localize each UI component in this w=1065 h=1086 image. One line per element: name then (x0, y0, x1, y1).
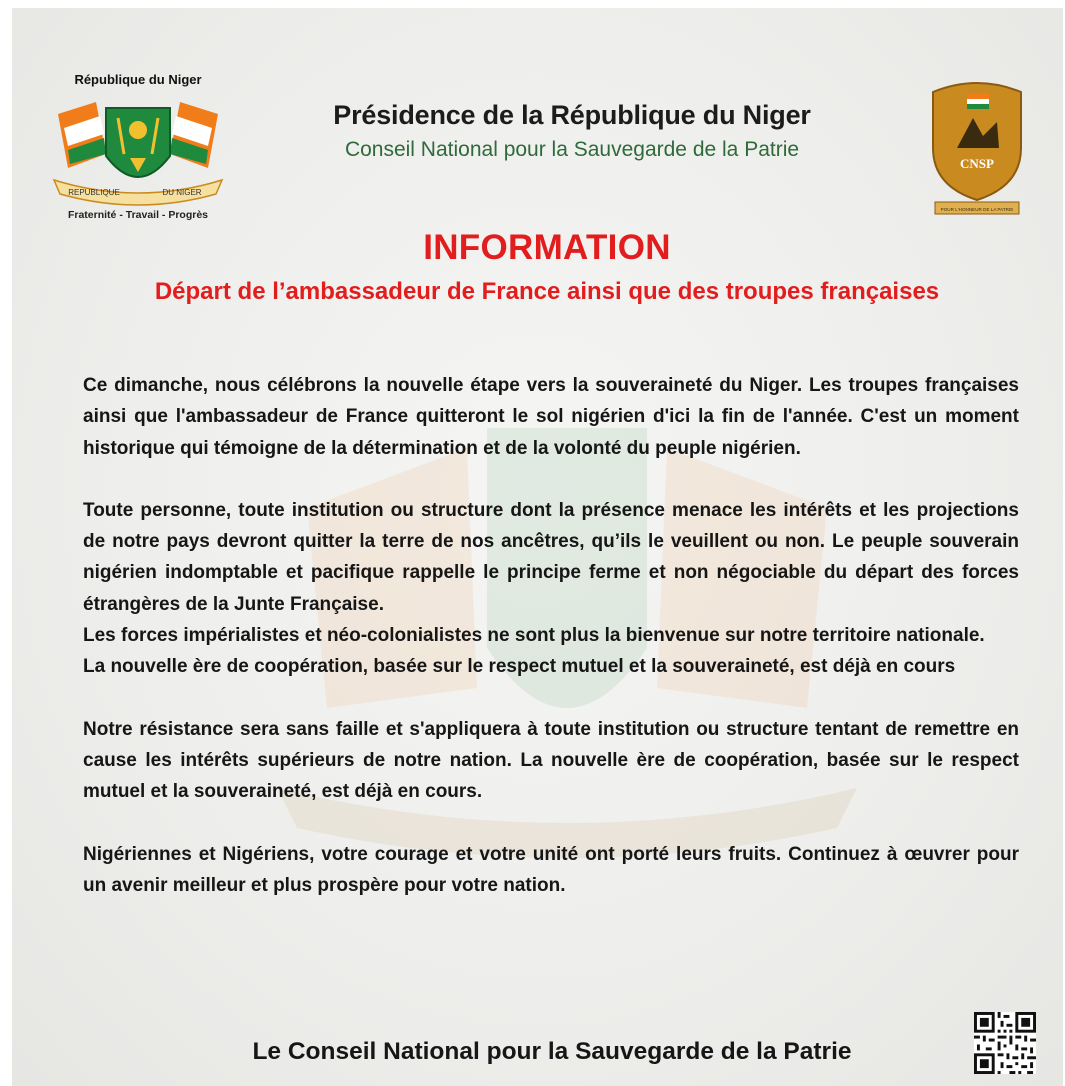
paragraph-gap (83, 464, 1019, 495)
cnsp-logo-icon (927, 78, 1027, 218)
paragraph-3: Notre résistance sera sans faille et s'appliquera à toute institution ou structure tentant de remettre en cause les intérêts supérieurs de notre nation. La nouvelle ère de coopération, basée sur le respect mutuel et la souveraineté, est déjà en cours. (83, 718, 1019, 803)
paragraph-2b: Les forces impérialistes et néo-colonialistes ne sont plus la bienvenue sur notre territoire nationale. (83, 625, 985, 647)
emblem-title: République du Niger (74, 72, 202, 87)
republic-emblem-block (38, 68, 238, 228)
qr-code-icon[interactable] (974, 1012, 1036, 1074)
paragraph-2c: La nouvelle ère de coopération, basée sur le respect mutuel et la souveraineté, est déjà en cours (83, 656, 956, 678)
ribbon-right-text: DU NIGER (162, 188, 202, 197)
cnsp-banner-text: POUR L'HONNEUR DE LA PATRIE (940, 207, 1014, 212)
information-heading: INFORMATION (423, 228, 671, 267)
paragraph-gap (83, 683, 1019, 714)
notice-subtitle: Départ de l’ambassadeur de France ainsi que des troupes françaises (154, 278, 940, 305)
ribbon-left-text: REPUBLIQUE (68, 188, 120, 197)
page-subtitle: Conseil National pour la Sauvegarde de la Patrie (344, 138, 800, 161)
coat-of-arms-icon (48, 94, 228, 206)
national-motto: Fraternité - Travail - Progrès (67, 209, 209, 221)
paragraph-gap (83, 808, 1019, 839)
cnsp-initials: CNSP (960, 156, 994, 171)
paragraph-1: Ce dimanche, nous célébrons la nouvelle étape vers la souveraineté du Niger. Les troupes françaises ainsi que l'ambassadeur de France quitteront le sol nigérien d'ici la fin de l'année. C'est un moment historique qui témoigne de la détermination et de la volonté du peuple nigérien. (83, 375, 1019, 459)
paragraph-4: Nigériennes et Nigériens, votre courage et votre unité ont porté leurs fruits. Continuez à œuvrer pour un avenir meilleur et plus prospère pour votre nation. (83, 843, 1019, 896)
document-page (12, 8, 1063, 1086)
page-title: Présidence de la République du Niger (333, 100, 811, 130)
signature-line: Le Conseil National pour la Sauvegarde de la Patrie (252, 1038, 852, 1065)
paragraph-2a: Toute personne, toute institution ou structure dont la présence menace les intérêts et les projections de notre pays devront quitter la terre de nos ancêtres, qu’ils le veuillent ou non. Le peuple souverain nigérien indomptable et pacifique rappelle le principe ferme et non négociable du départ des forces étrangères de la Junte Française. (83, 499, 1019, 615)
notice-body (83, 370, 1019, 901)
